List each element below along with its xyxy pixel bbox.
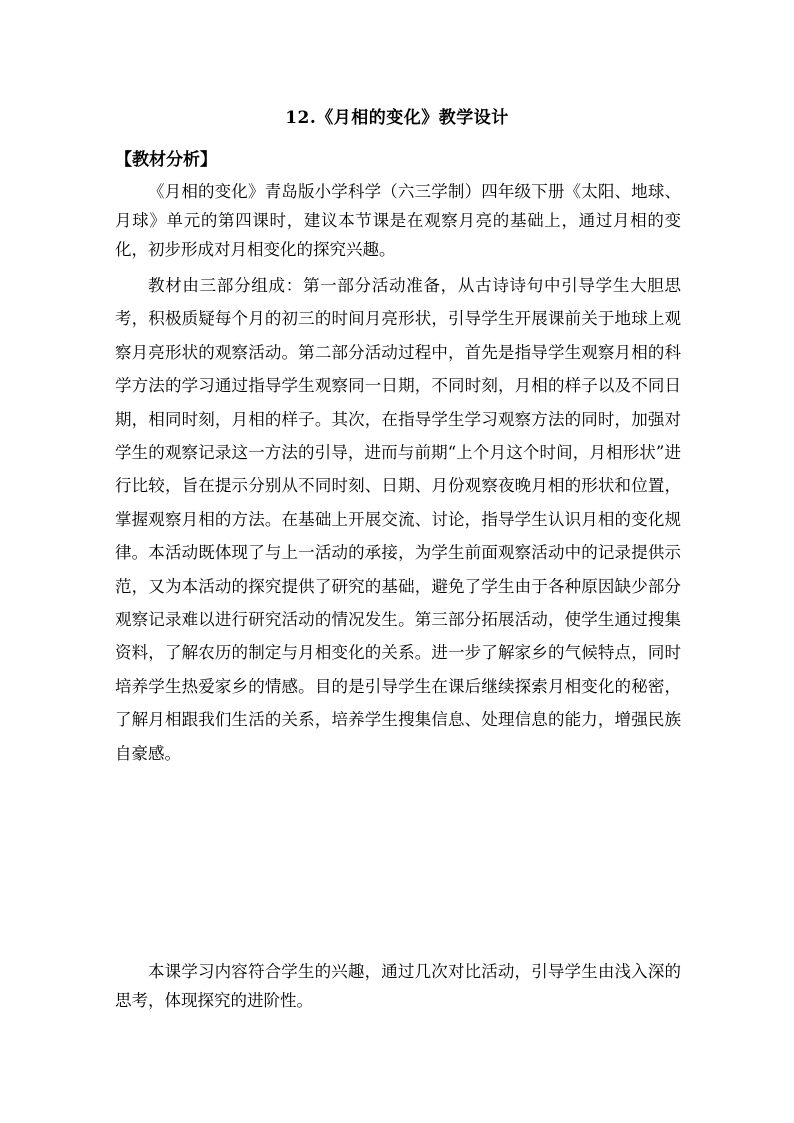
paragraph-summary: 本课学习内容符合学生的兴趣，通过几次对比活动，引导学生由浅入深的思考，体现探究的进阶性。 xyxy=(115,962,681,1010)
section-heading-textbook-analysis: 【教材分析】 xyxy=(115,150,217,170)
document-title: 12.《月相的变化》教学设计 xyxy=(285,108,509,128)
paragraph-structure: 教材由三部分组成：第一部分活动准备，从古诗诗句中引导学生大胆思考，积极质疑每个月的初三的时间月亮形状，引导学生开展课前关于地球上观察月亮形状的观察活动。第二部分活动过程中，首先是指导学生观察月相的科学方法的学习通过指导学生观察同一日期，不同时刻，月相的样子以及不同日期，相同时刻，月相的样子。其次，在指导学生学习观察方法的同时，加强对学生的观察记录这一方法的引导，进而与前期“上个月这个时间，月相形状”进行比较，旨在提示分别从不同时刻、日期、月份观察夜晚月相的形状和位置，掌握观察月相的方法。在基础上开展交流、讨论，指导学生认识月相的变化规律。本活动既体现了与上一活动的承接，为学生前面观察活动中的记录提供示范，又为本活动的探究提供了研究的基础，避免了学生由于各种原因缺少部分观察记录难以进行研究活动的情况发生。第三部分拓展活动，使学生通过搜集资料，了解农历的制定与月相变化的关系。进一步了解家乡的气候特点，同时培养学生热爱家乡的情感。目的是引导学生在课后继续探索月相变化的秘密，了解月相跟我们生活的关系，培养学生搜集信息、处理信息的能力，增强民族自豪感。 xyxy=(115,276,681,763)
paragraph-intro: 《月相的变化》青岛版小学科学（六三学制）四年级下册《太阳、地球、月球》单元的第四课时，建议本节课是在观察月亮的基础上，通过月相的变化，初步形成对月相变化的探究兴趣。 xyxy=(115,182,681,259)
